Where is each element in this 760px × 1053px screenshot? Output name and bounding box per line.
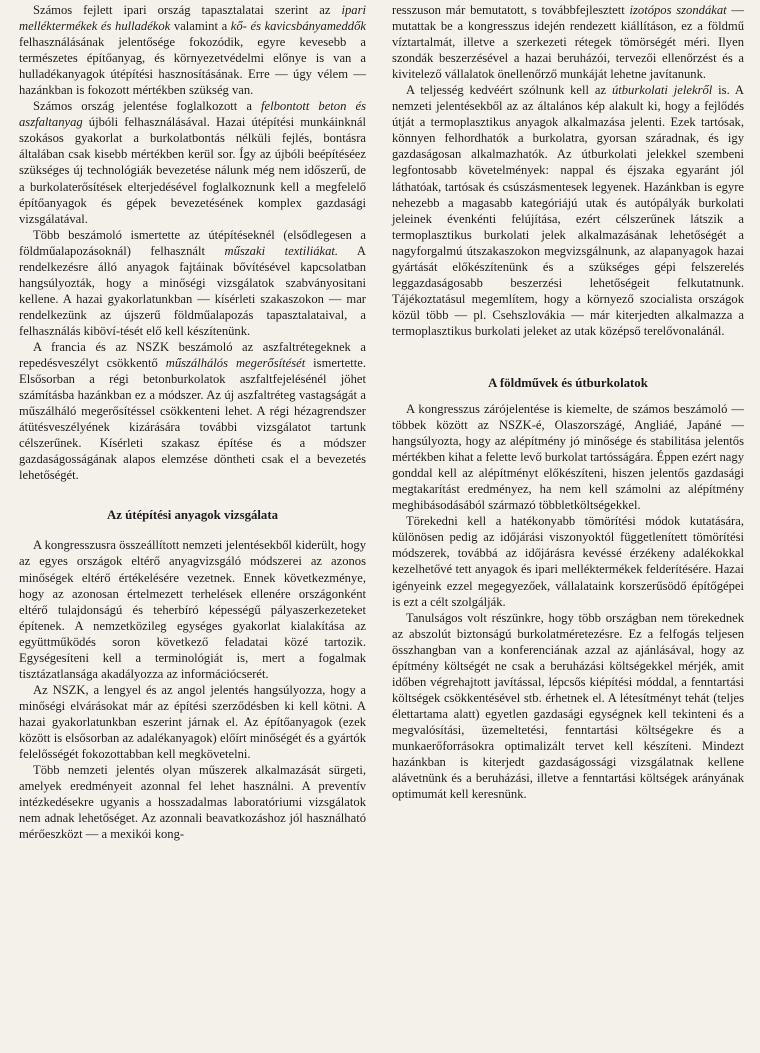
left-paragraphs-after	[19, 537, 366, 842]
paragraph	[19, 98, 366, 226]
paragraph	[392, 2, 744, 82]
left-column	[19, 2, 366, 842]
paragraph	[19, 2, 366, 98]
right-paragraphs-after	[392, 401, 744, 802]
text-run: Több beszámoló ismertette az útépítéseknél (elsődlegesen a földműalapozásoknál) felhasznált	[19, 227, 366, 258]
italic-term: kő- és kavicsbányameddők	[230, 19, 366, 34]
right-column	[392, 2, 744, 802]
paragraph	[392, 610, 744, 803]
text-run: valamint a	[170, 19, 231, 34]
text-run: Számos ország jelentése foglalkozott a	[33, 99, 262, 114]
text-run: Több nemzeti jelentés olyan műszerek alkalmazását sürgeti, amelyek eredményeit azonnal fel lehet használni. A preventív intézkedésekre ugyanis a hosszadalmas laboratóriumi vizsgálatok nem adnak lehetőséget. Az azonnali beavatkozáshoz jól használható mérőeszközt — a mexikói kong-	[19, 763, 366, 842]
text-run: ismertette. Elsősorban a régi betonburkolatok aszfaltfejelésénél jöhet számításba hazánkban ez a módszer. Az új aszfaltréteg vastagságát a műszálháló megerősítéssel csökkenteni lehet. A régi hézagrendszer átütésveszélyének kizárására további vizsgálatot tartunk célszerűnek. Kísérleti szakasz építése és a módszer gazdaságosságának alapos elemzése döntheti csak el a bevezetés lehetőségét.	[19, 356, 366, 483]
text-run: felhasználásának jelentősége fokozódik, egyre kevesebb a természetes építőanyag, és környezetvédelmi előnye is van a hulladékanyagok útépítési hasznosításának. Erre — úgy vélem — hazánkban is fokozott mértékben szükség van.	[19, 35, 366, 98]
text-run: A kongresszus zárójelentése is kiemelte, de számos beszámoló — többek között az NSZK-é, Olaszországé, Angliáé, Japáné — hangsúlyozta, hogy az alépítmény jó minősége és stabilitása jelentős mértékben kihat a felette levő burkolat tartósságára. Éppen ezért nagy gonddal kell az alépítményt előkészíteni, hiszen jelentős gazdasági megtakarítást eredményez, ha nem kell számolni az alépítmény meghibásodásából származó többletköltségekkel.	[392, 401, 744, 513]
text-run: A teljesség kedvéért szólnunk kell az	[406, 83, 612, 98]
text-run: Törekedni kell a hatékonyabb tömörítési módok kutatására, különösen pedig az időjárási viszonyoktól függetlenített tömörítési módszerek, továbbá az időjárásra kevéssé érzékeny adalékokkal kezelhetővé tett anyagok és ipari melléktermékek felderítésére. Hazai igényeink ezzel megegyezőek, vállalataink korszerűsödő építőgépei is ezt a célt szolgálják.	[392, 514, 744, 609]
paragraph	[19, 537, 366, 681]
paragraph	[19, 682, 366, 762]
text-run: A kongresszusra összeállított nemzeti jelentésekből kiderült, hogy az egyes országok eltérő anyagvizsgáló módszerei az azonos minőségek eltérő értékelésére vezetnek. Ennek következménye, hogy az azonosan értelmezett terhelések ellenére országonként eltérő tulajdonságú és teherbíró képességű pályaszerkezeteket építenek. A nemzetközileg egységes gyakorlat kialakítása az együttműködés soron következő feladatai közé tartozik. Egységesíteni kell a terminológiát is, mert a fogalmak tisztázatlansága akadályozza az információcserét.	[19, 538, 366, 681]
section-heading-earthworks-pavements: A földművek és útburkolatok	[488, 375, 648, 390]
text-run: Az NSZK, a lengyel és az angol jelentés hangsúlyozza, hogy a minőségi elvárásokat már az építési szerződésben ki kell kötni. A hazai gyakorlatunkban eszerint járnak el. Az építőanyagok (ezek között is elsősorban az adalékanyagok) előírt minőségét és a gyártók felelősségét fokozottabban kell megkövetelni.	[19, 682, 366, 762]
text-run: újbóli felhasználásával. Hazai útépítési munkáinknál szokásos gyakorlat a burkolatbontás nélküli fejlés, bontásra általában csak kisebb mértékben kerül sor. Így az újbóli beépítéséez szükséges új technológiák bevezetése nálunk még nem időszerű, de a burkolaterősítések elterjedésével foglalkoznunk kell a megfelelő építőanyagok és gépek bevezetésének komplex gazdasági vizsgálatával.	[19, 115, 366, 226]
paragraph	[19, 762, 366, 842]
text-run: is. A nemzeti jelentésekből az az általános kép alakult ki, hogy a fejlődés útját a termoplasztikus anyagok alkalmazása jelenti. Ezek tartósak, könnyen felhordhatók a burkolatra, gyorsan száradnak, és igy gazdaságosan alkalmazhatók. Az útburkolati jelekkel szembeni legfontosabb követelmények: nappal és éjszaka egyaránt jól láthatóak, tartósak és csúszásmentesek legyenek. Hazánkban is egyre nehezebb a magasabb kategóriájú utak és autópályák burkolati jeleinek évenkénti felújítása, ezért célszerűnek látszik a termoplasztikus burkolati jelek alkalmazásának lehetőségét a nagyforgalmú útszakaszokon megvizsgálnunk, az alapanyagok hazai gyártását előkészítenünk és a szükséges gépi felszerelés leggazdaságosabb beszerzési lehetőségeit felkutatnunk. Tájékoztatásul megemlítem, hogy a környező szocialista országok közül több — pl. Csehszlovákia — már kiterjedten alkalmazza a termoplasztikus burkolati jeleket az utak középső terelővonalánál.	[392, 83, 744, 338]
italic-term: izotópos szondákat	[629, 3, 727, 17]
italic-term: műszaki textiliákat.	[224, 243, 339, 258]
text-run: Számos fejlett ipari ország tapasztalatai szerint az	[33, 3, 342, 17]
paragraph	[392, 82, 744, 339]
text-run: A rendelkezésre álló anyagok fajtáinak bővítésével kapcsolatban hangsúlyozták, hogy a minőségi vizsgálatok szabványositani kellene. A hazai gyakorlatunkban — kísérleti szakaszokon — mar rendelkezünk az újszerű földműalapozás tapasztalataival, a felhasználás kiböví-tését elő kell készítenünk.	[19, 243, 367, 338]
section-heading-materials-testing: Az útépítési anyagok vizsgálata	[107, 508, 278, 523]
paragraph	[19, 227, 366, 339]
paragraph	[19, 339, 366, 483]
italic-term: ipari melléktermékek és hulladékok	[19, 3, 366, 34]
right-paragraphs-before	[392, 2, 744, 339]
italic-term: felbontott beton és aszfaltanyag	[19, 99, 366, 130]
left-paragraphs-before	[19, 2, 366, 483]
paragraph	[392, 513, 744, 609]
italic-term: útburkolati jelekről	[611, 83, 713, 98]
paragraph	[392, 401, 744, 513]
text-run: Tanulságos volt részünkre, hogy több országban nem törekednek az abszolút biztonságú burkolatméretezésre. Ez a felfogás teljesen összhangban van a konferenciának azzal az ajánlásával, hogy az építmény költségét ne csak a beruházási költségekkel mérjék, amit időben végrehajtott javítással, lépcsős kiépítési móddal, a fenntartási költségek csökkentésével stb. érhetnek el. A létesítményt tehát (teljes élettartama alatt) egyetlen gazdasági egységnek kell tekinteni és a megvalósítási, üzemeltetési, fenntartási költségekre és a munkaerőforrásokra optimalizált tervet kell készíteni. Mindezt hazánkban is kiterjedt gazdaságossági vizsgálatnak kellene alávetnünk és a beruházási, illetve a fenntartási költségek arányának optimumát kell keresnünk.	[392, 610, 744, 802]
text-run: A francia és az NSZK beszámoló az aszfaltrétegeknek a repedésveszélyt csökkentő	[19, 339, 366, 371]
text-run: — mutattak be a kongresszus idején rendezett kiállításon, ez a földmű víztartalmát, illetve a szerkezeti rétegek tömörségét méri. Ilyen szondák beszerzésével a hazai beruházói, tervezői ellenőrzést és a kivitelező vállalatok önellenőrző munkáját lehetne javítanunk.	[392, 3, 744, 82]
text-run: resszuson már bemutatott, s továbbfejlesztett	[392, 3, 630, 17]
italic-term: műszálhálós megerősítését	[165, 356, 306, 371]
